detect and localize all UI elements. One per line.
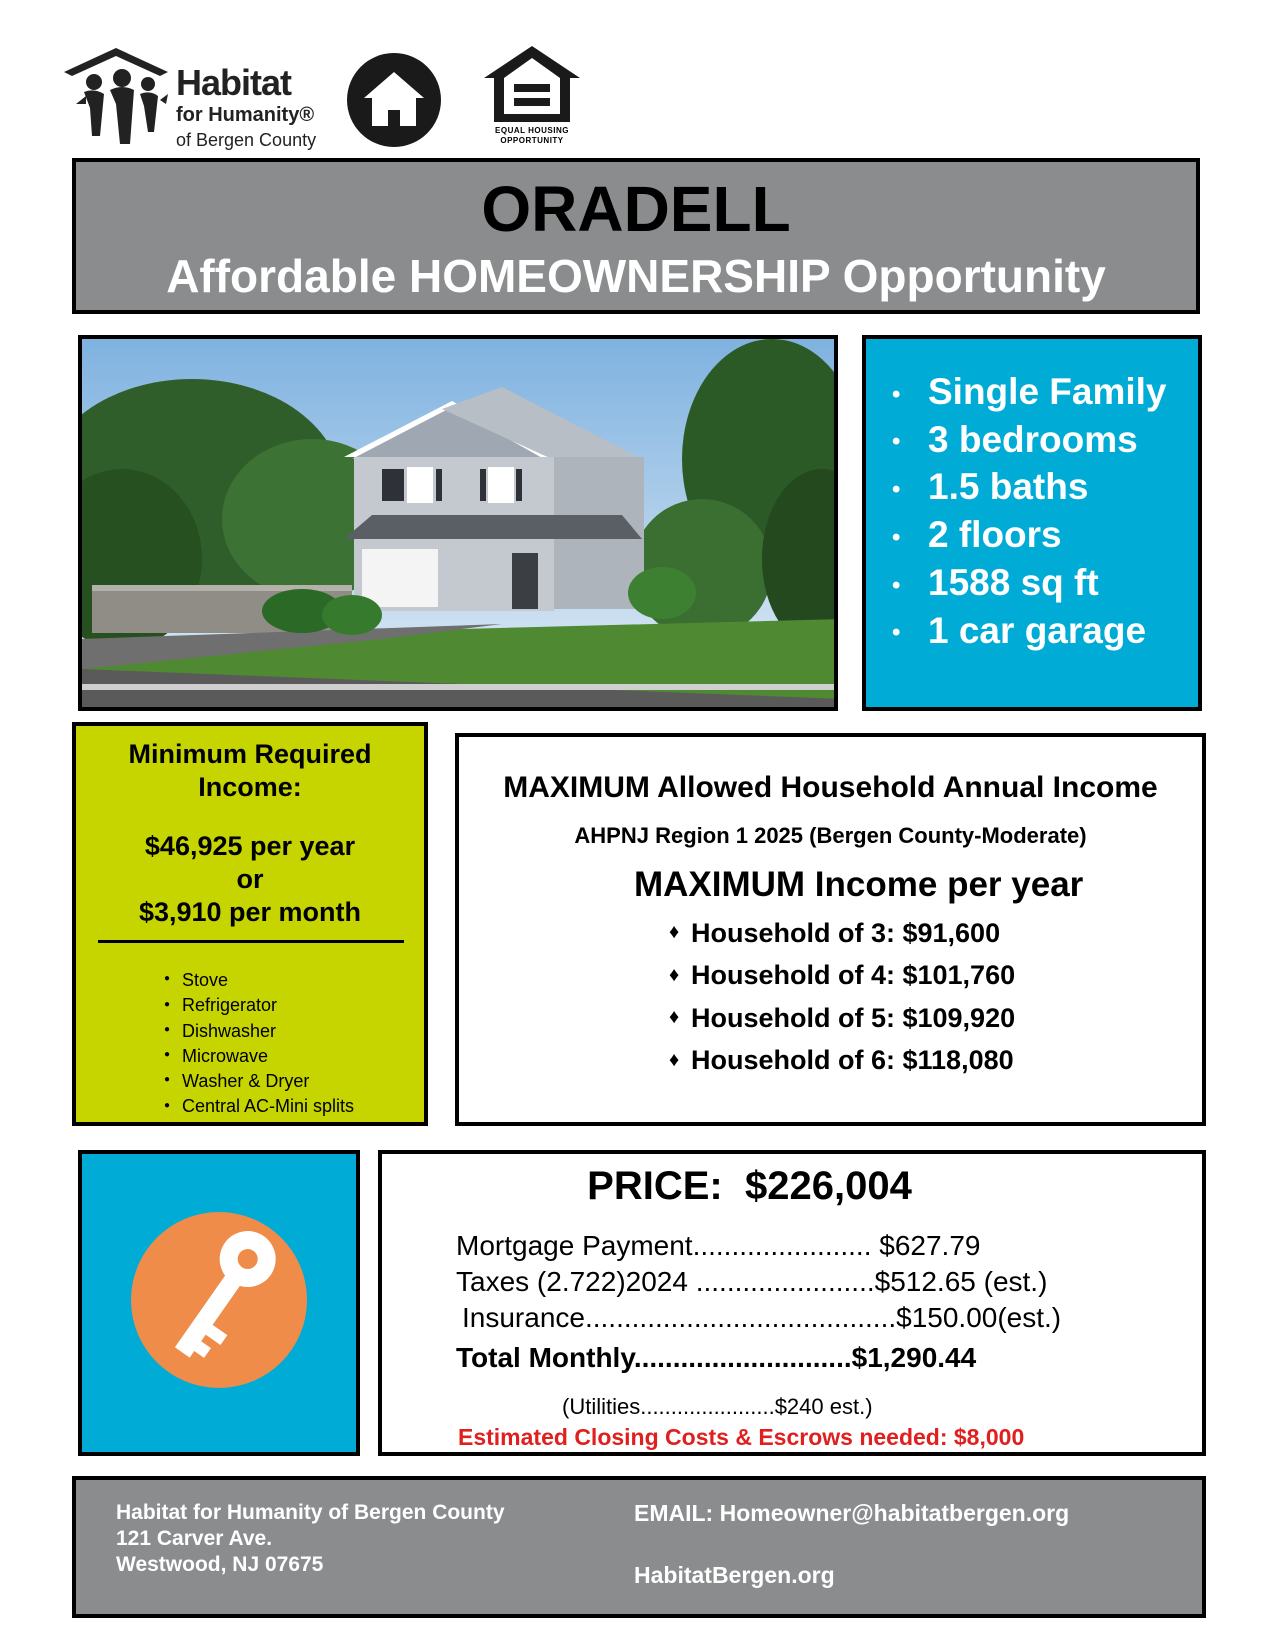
features-list bbox=[866, 339, 1198, 655]
price-value: $226,004 bbox=[744, 1164, 912, 1208]
habitat-figures-icon bbox=[64, 44, 176, 156]
price-label: PRICE: bbox=[587, 1164, 723, 1208]
key-panel bbox=[78, 1150, 360, 1456]
diamond-bullet-icon: ♦ bbox=[669, 1006, 680, 1029]
price-panel bbox=[378, 1150, 1206, 1456]
insurance-line: Insurance........................................$150.00(est.) bbox=[462, 1302, 1062, 1333]
feature-item bbox=[892, 369, 1198, 417]
closing-costs-line: Estimated Closing Costs & Escrows needed: $8,000 bbox=[458, 1424, 1025, 1450]
maximum-income-panel bbox=[455, 733, 1206, 1126]
footer-address bbox=[116, 1500, 505, 1578]
page-title: ORADELL bbox=[481, 173, 791, 245]
house-icon bbox=[346, 52, 442, 148]
house-photo bbox=[78, 335, 838, 711]
footer-street: 121 Carver Ave. bbox=[116, 1527, 273, 1550]
feature-label: Single Family bbox=[928, 371, 1167, 412]
house-rendering-image bbox=[82, 339, 838, 711]
diamond-bullet-icon: ♦ bbox=[669, 963, 680, 986]
feature-item bbox=[892, 417, 1198, 465]
page-subtitle: Affordable HOMEOWNERSHIP Opportunity bbox=[166, 250, 1106, 302]
habitat-logo-line3: of Bergen County bbox=[176, 130, 317, 150]
bullet-icon: • bbox=[892, 619, 901, 647]
bullet-icon: • bbox=[892, 476, 901, 504]
minimum-income-values bbox=[76, 830, 424, 929]
footer-city: Westwood, NJ 07675 bbox=[116, 1553, 324, 1576]
equal-housing-icon bbox=[480, 44, 584, 126]
habitat-logo-line1: Habitat bbox=[176, 62, 292, 103]
utilities-line: (Utilities......................$240 est.) bbox=[562, 1394, 873, 1419]
equal-housing-line1: EQUAL HOUSING bbox=[495, 126, 569, 135]
feature-label: 1588 sq ft bbox=[928, 561, 1099, 603]
diamond-bullet-icon: ♦ bbox=[669, 921, 680, 944]
feature-item bbox=[892, 608, 1198, 656]
footer-website-link[interactable]: HabitatBergen.org bbox=[634, 1562, 835, 1588]
taxes-line: Taxes (2.722)2024 .......................$512.65 (est.) bbox=[456, 1266, 1048, 1297]
feature-label: 1.5 baths bbox=[928, 466, 1089, 508]
minimum-income-title bbox=[76, 738, 424, 804]
appliance-item: ● Stove bbox=[164, 968, 354, 993]
appliance-item: ● Central AC-Mini splits bbox=[164, 1094, 354, 1119]
bullet-icon: • bbox=[892, 428, 901, 456]
appliance-item: ● Microwave bbox=[164, 1044, 354, 1069]
habitat-logo bbox=[64, 44, 324, 156]
minimum-income-panel bbox=[72, 722, 428, 1126]
minimum-income-per-year: $46,925 per year bbox=[144, 831, 356, 861]
equal-housing-caption bbox=[480, 126, 584, 146]
household-income-list bbox=[669, 913, 1015, 1083]
key-icon bbox=[82, 1154, 356, 1452]
appliance-item: ● Refrigerator bbox=[164, 993, 354, 1018]
household-item bbox=[669, 913, 1015, 955]
appliance-item: ● Dishwasher bbox=[164, 1019, 354, 1044]
features-panel bbox=[862, 335, 1202, 711]
household-item bbox=[669, 998, 1015, 1040]
household-label: Household of 3: $91,600 bbox=[691, 918, 1001, 948]
feature-item bbox=[892, 512, 1198, 560]
feature-item bbox=[892, 464, 1198, 512]
bullet-icon: • bbox=[892, 380, 901, 408]
bullet-icon: • bbox=[892, 523, 901, 551]
total-monthly-line: Total Monthly............................$1,290.44 bbox=[456, 1342, 977, 1373]
diamond-bullet-icon: ♦ bbox=[669, 1048, 680, 1071]
feature-label: 2 floors bbox=[928, 514, 1062, 556]
maximum-income-region: AHPNJ Region 1 2025 (Bergen County-Moderate) bbox=[574, 823, 1087, 848]
habitat-logo-line2: for Humanity® bbox=[176, 104, 315, 126]
minimum-income-title-line2: Income: bbox=[198, 772, 302, 802]
equal-housing-logo bbox=[480, 44, 584, 148]
feature-label: 1 car garage bbox=[928, 609, 1147, 651]
mortgage-line: Mortgage Payment....................... $627.79 bbox=[456, 1230, 981, 1261]
title-banner bbox=[72, 158, 1200, 314]
household-label: Household of 6: $118,080 bbox=[691, 1045, 1014, 1076]
feature-label: 3 bedrooms bbox=[928, 418, 1138, 460]
bullet-icon: • bbox=[892, 571, 901, 599]
footer bbox=[72, 1476, 1206, 1618]
house-circle-logo bbox=[346, 52, 442, 148]
minimum-income-title-line1: Minimum Required bbox=[128, 739, 372, 769]
household-label: Household of 5: $109,920 bbox=[691, 1002, 1016, 1033]
household-item bbox=[669, 1040, 1015, 1082]
household-label: Household of 4: $101,760 bbox=[691, 960, 1016, 991]
maximum-income-title: MAXIMUM Allowed Household Annual Income bbox=[503, 771, 1158, 804]
footer-email[interactable]: EMAIL: Homeowner@habitatbergen.org bbox=[634, 1500, 1070, 1526]
minimum-income-or: or bbox=[236, 864, 264, 894]
price-heading bbox=[382, 1164, 1117, 1209]
appliance-item: ● Washer & Dryer bbox=[164, 1069, 354, 1094]
household-item bbox=[669, 955, 1015, 997]
minimum-income-per-month: $3,910 per month bbox=[138, 897, 362, 927]
equal-housing-line2: OPPORTUNITY bbox=[500, 136, 564, 145]
maximum-income-subtitle: MAXIMUM Income per year bbox=[634, 865, 1084, 904]
feature-item bbox=[892, 560, 1198, 608]
divider bbox=[98, 940, 404, 943]
footer-org-name: Habitat for Humanity of Bergen County bbox=[116, 1501, 505, 1524]
appliance-list bbox=[164, 968, 354, 1120]
